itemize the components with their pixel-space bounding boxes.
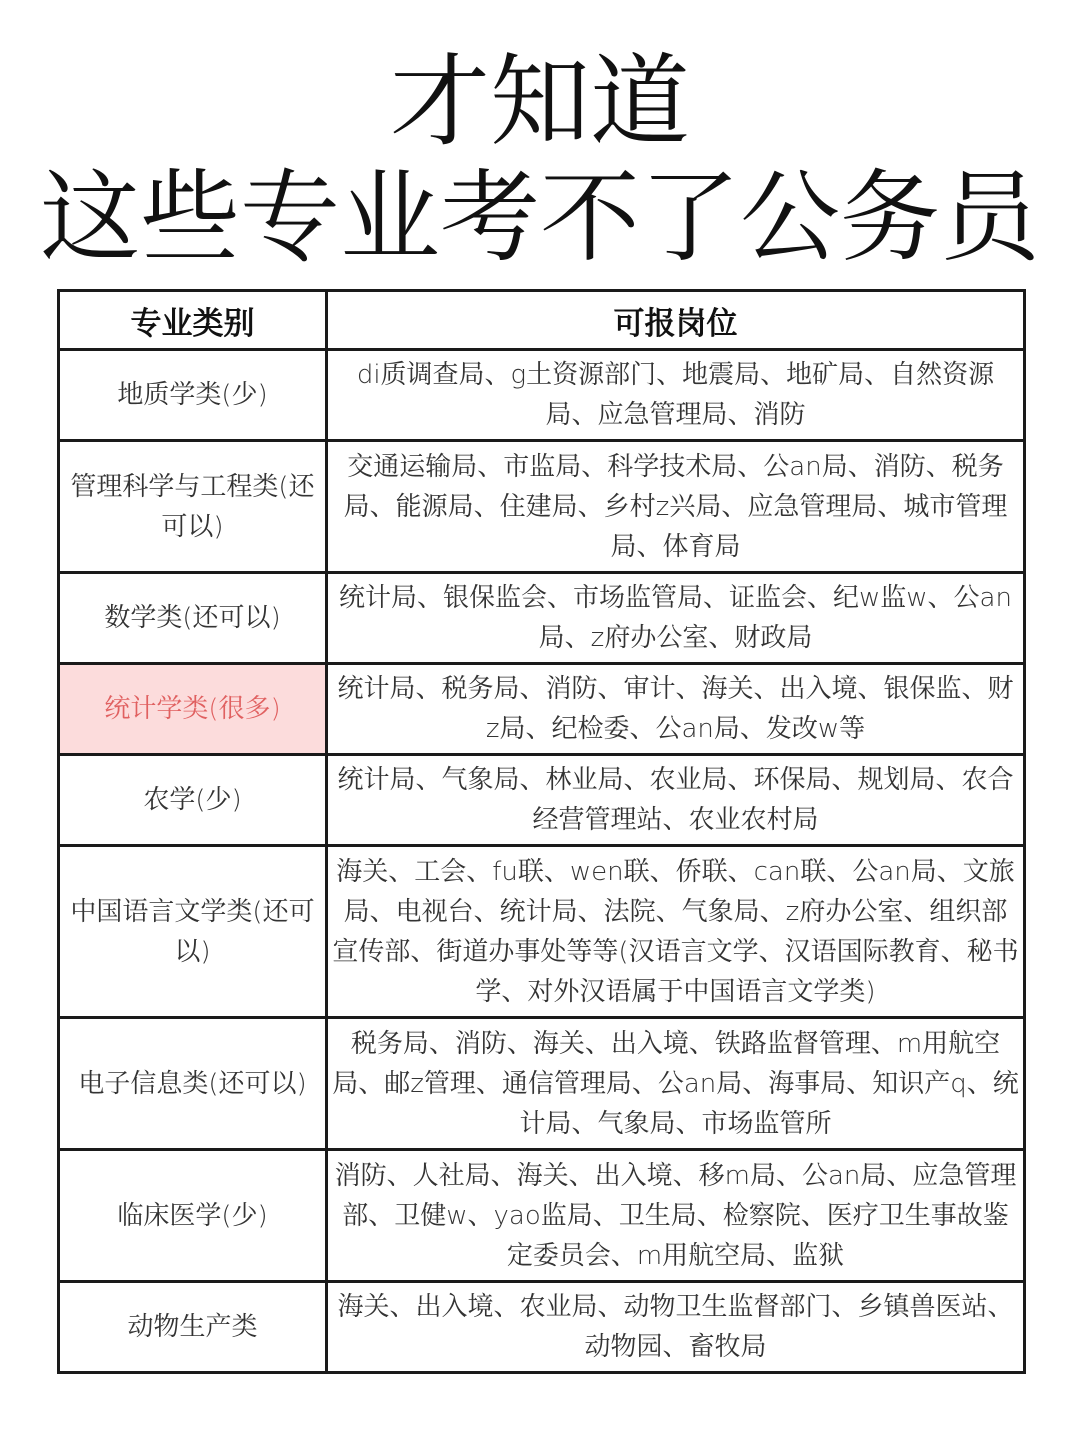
table-header-row <box>59 291 1025 350</box>
positions-cell: 统计局、气象局、林业局、农业局、环保局、规划局、农合经营管理站、农业农村局 <box>327 755 1025 846</box>
major-category-cell: 中国语言文学类(还可以) <box>59 846 327 1018</box>
major-category-cell: 动物生产类 <box>59 1282 327 1373</box>
table-row <box>59 350 1025 441</box>
table-row <box>59 1282 1025 1373</box>
positions-cell: 统计局、税务局、消防、审计、海关、出入境、银保监、财z局、纪检委、公an局、发改w等 <box>327 664 1025 755</box>
positions-cell: 税务局、消防、海关、出入境、铁路监督管理、m用航空局、邮z管理、通信管理局、公an局、海事局、知识产q、统计局、气象局、市场监管所 <box>327 1018 1025 1150</box>
header-positions: 可报岗位 <box>327 291 1025 350</box>
major-category-cell: 电子信息类(还可以) <box>59 1018 327 1150</box>
positions-cell: 消防、人社局、海关、出入境、移m局、公an局、应急管理部、卫健w、yao监局、卫生局、检察院、医疗卫生事故鉴定委员会、m用航空局、监狱 <box>327 1150 1025 1282</box>
table-row-highlighted <box>59 664 1025 755</box>
table-row <box>59 573 1025 664</box>
major-category-cell: 地质学类(少) <box>59 350 327 441</box>
major-category-cell: 农学(少) <box>59 755 327 846</box>
table-row <box>59 755 1025 846</box>
positions-cell: di质调查局、g土资源部门、地震局、地矿局、自然资源局、应急管理局、消防 <box>327 350 1025 441</box>
major-category-cell: 数学类(还可以) <box>59 573 327 664</box>
table-row <box>59 846 1025 1018</box>
page-title-line-1: 才知道 <box>390 43 690 160</box>
major-category-cell: 临床医学(少) <box>59 1150 327 1282</box>
table-row <box>59 441 1025 573</box>
page-title-line-2: 这些专业考不了公务员 <box>40 159 1040 276</box>
major-category-cell-highlighted: 统计学类(很多) <box>59 664 327 755</box>
positions-cell: 交通运输局、市监局、科学技术局、公an局、消防、税务局、能源局、住建局、乡村z兴局、应急管理局、城市管理局、体育局 <box>327 441 1025 573</box>
header-category: 专业类别 <box>59 291 327 350</box>
table-row <box>59 1018 1025 1150</box>
positions-cell: 海关、出入境、农业局、动物卫生监督部门、乡镇兽医站、动物园、畜牧局 <box>327 1282 1025 1373</box>
majors-table <box>57 289 1026 1374</box>
major-category-cell: 管理科学与工程类(还可以) <box>59 441 327 573</box>
positions-cell: 统计局、银保监会、市场监管局、证监会、纪w监w、公an局、z府办公室、财政局 <box>327 573 1025 664</box>
table-row <box>59 1150 1025 1282</box>
positions-cell: 海关、工会、fu联、wen联、侨联、can联、公an局、文旅局、电视台、统计局、法院、气象局、z府办公室、组织部宣传部、街道办事处等等(汉语言文学、汉语国际教育、秘书学、对外汉语属于中国语言文学类) <box>327 846 1025 1018</box>
